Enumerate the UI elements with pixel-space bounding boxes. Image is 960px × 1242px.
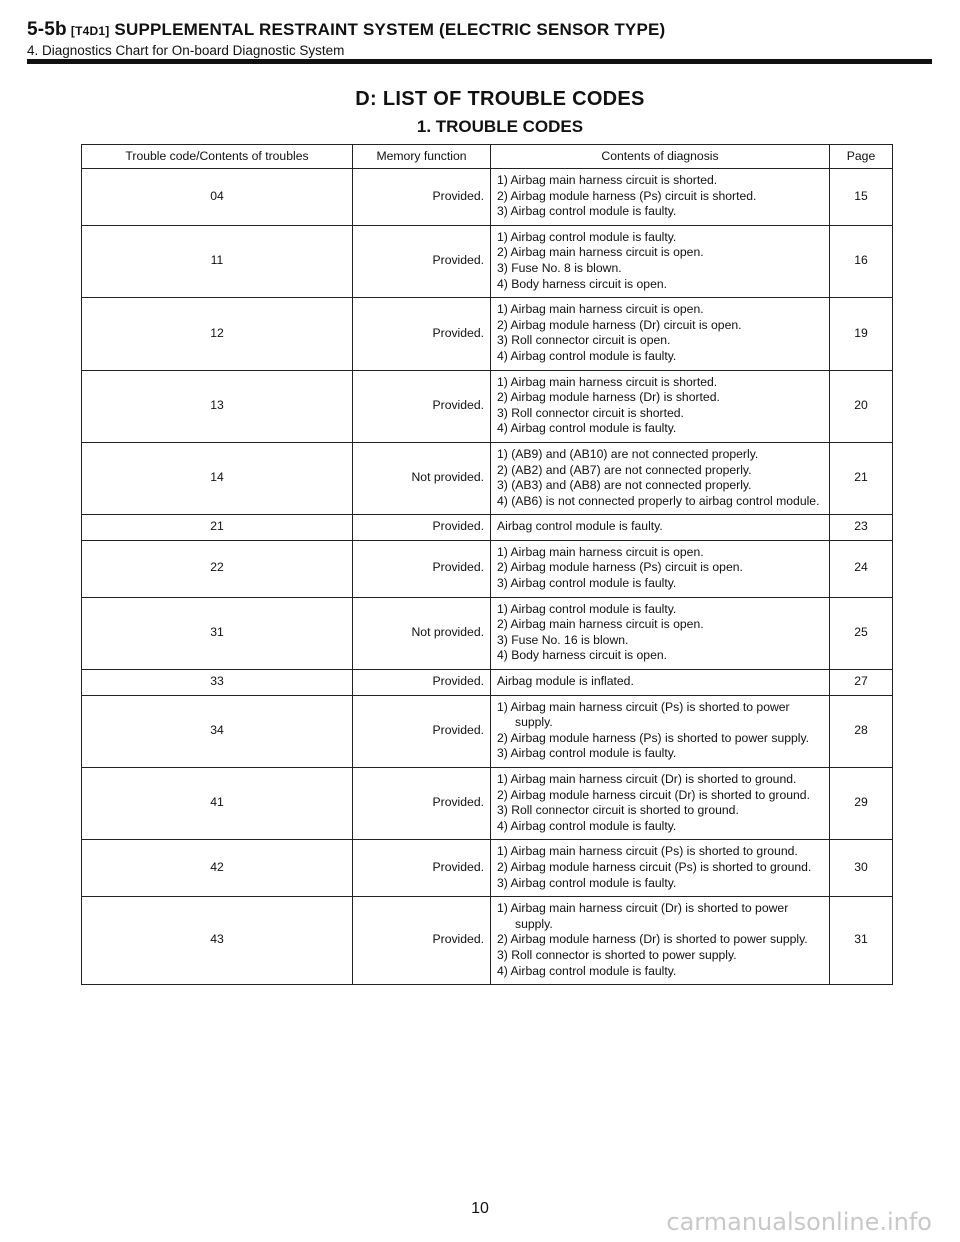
memory-function-cell: Provided.	[353, 768, 491, 840]
diagnosis-line: 1) (AB9) and (AB10) are not connected properly.	[497, 446, 759, 461]
table-row	[82, 540, 893, 597]
trouble-code-cell: 42	[82, 840, 353, 897]
diagnosis-line: 1) Airbag main harness circuit is open.	[497, 544, 704, 559]
section-title: SUPPLEMENTAL RESTRAINT SYSTEM (ELECTRIC SENSOR TYPE)	[114, 20, 666, 39]
trouble-code-cell: 12	[82, 298, 353, 370]
section-subtitle: 4. Diagnostics Chart for On-board Diagnostic System	[27, 43, 345, 58]
diagnosis-line: 4) Body harness circuit is open.	[497, 276, 668, 291]
page-reference-cell: 25	[830, 597, 893, 669]
diagnosis-line: 3) Fuse No. 8 is blown.	[497, 260, 622, 275]
trouble-code-cell: 33	[82, 670, 353, 696]
trouble-codes-table	[81, 144, 893, 985]
table-row	[82, 670, 893, 696]
trouble-code-cell: 13	[82, 370, 353, 442]
table-row	[82, 442, 893, 514]
diagnosis-cell	[491, 670, 830, 696]
diagnosis-line: 3) Roll connector circuit is open.	[497, 333, 671, 348]
diagnosis-line: 3) (AB3) and (AB8) are not connected properly.	[497, 478, 752, 493]
diagnosis-cell	[491, 515, 830, 541]
page-title: D: LIST OF TROUBLE CODES	[355, 88, 645, 110]
table-row	[82, 515, 893, 541]
diagnosis-cell	[491, 298, 830, 370]
diagnosis-line: 2) Airbag module harness circuit (Ps) is shorted to ground.	[497, 859, 812, 874]
diagnosis-line: 2) Airbag module harness (Dr) is shorted.	[497, 390, 720, 405]
diagnosis-cell	[491, 370, 830, 442]
diagnosis-line: 1) Airbag main harness circuit (Ps) is shorted to ground.	[497, 844, 798, 859]
trouble-code-cell: 34	[82, 695, 353, 767]
diagnosis-cell	[491, 897, 830, 985]
diagnosis-cell	[491, 840, 830, 897]
trouble-code-cell: 31	[82, 597, 353, 669]
memory-function-cell: Provided.	[353, 695, 491, 767]
diagnosis-line: Airbag module is inflated.	[497, 674, 634, 689]
memory-function-cell: Provided.	[353, 840, 491, 897]
memory-function-cell: Provided.	[353, 169, 491, 226]
diagnosis-line: 3) Airbag control module is faulty.	[497, 576, 677, 591]
table-row	[82, 370, 893, 442]
section-heading	[27, 20, 932, 41]
page-reference-cell: 20	[830, 370, 893, 442]
section-number: 5-5b	[27, 19, 67, 40]
diagnosis-line: 2) Airbag module harness (Ps) circuit is open.	[497, 560, 743, 575]
trouble-code-cell: 04	[82, 169, 353, 226]
diagnosis-line: 3) Fuse No. 16 is blown.	[497, 632, 629, 647]
diagnosis-line: 1) Airbag main harness circuit is shorted.	[497, 374, 718, 389]
memory-function-cell: Not provided.	[353, 597, 491, 669]
page-reference-cell: 23	[830, 515, 893, 541]
page-reference-cell: 30	[830, 840, 893, 897]
memory-function-cell: Provided.	[353, 670, 491, 696]
table-row	[82, 897, 893, 985]
diagnosis-line: 3) Airbag control module is faulty.	[497, 746, 677, 761]
diagnosis-line: 3) Airbag control module is faulty.	[497, 204, 677, 219]
diagnosis-line: 2) Airbag main harness circuit is open.	[497, 245, 704, 260]
diagnosis-cell	[491, 695, 830, 767]
table-header-row	[82, 145, 893, 169]
diagnosis-line: 2) Airbag module harness (Ps) circuit is shorted.	[497, 188, 757, 203]
diagnosis-line: 2) (AB2) and (AB7) are not connected properly.	[497, 462, 752, 477]
diagnosis-line: 1) Airbag main harness circuit (Dr) is shorted to power supply.	[497, 901, 789, 931]
diagnosis-line: 2) Airbag main harness circuit is open.	[497, 617, 704, 632]
memory-function-cell: Provided.	[353, 370, 491, 442]
page-number: 10	[471, 1200, 489, 1217]
diagnosis-line: 2) Airbag module harness (Ps) is shorted to power supply.	[497, 730, 810, 745]
diagnosis-line: 3) Roll connector circuit is shorted to ground.	[497, 803, 739, 818]
table-row	[82, 840, 893, 897]
page-reference-cell: 29	[830, 768, 893, 840]
memory-function-cell: Provided.	[353, 298, 491, 370]
diagnosis-line: 2) Airbag module harness (Dr) circuit is open.	[497, 317, 742, 332]
diagnosis-line: Airbag control module is faulty.	[497, 519, 663, 534]
trouble-code-cell: 22	[82, 540, 353, 597]
diagnosis-cell	[491, 225, 830, 297]
memory-function-cell: Provided.	[353, 540, 491, 597]
table-row	[82, 695, 893, 767]
header-rule	[27, 59, 932, 64]
diagnosis-line: 2) Airbag module harness circuit (Dr) is shorted to ground.	[497, 787, 810, 802]
page-reference-cell: 31	[830, 897, 893, 985]
table-row	[82, 597, 893, 669]
page-reference-cell: 15	[830, 169, 893, 226]
diagnosis-line: 4) Body harness circuit is open.	[497, 648, 668, 663]
diagnosis-cell	[491, 540, 830, 597]
diagnosis-line: 3) Airbag control module is faulty.	[497, 875, 677, 890]
table-row	[82, 169, 893, 226]
trouble-code-cell: 14	[82, 442, 353, 514]
diagnosis-line: 4) Airbag control module is faulty.	[497, 348, 677, 363]
memory-function-cell: Provided.	[353, 225, 491, 297]
diagnosis-cell	[491, 442, 830, 514]
diagnosis-cell	[491, 169, 830, 226]
diagnosis-line: 1) Airbag main harness circuit (Dr) is shorted to ground.	[497, 772, 797, 786]
trouble-code-cell: 43	[82, 897, 353, 985]
table-row	[82, 298, 893, 370]
watermark-text: carmanualsonline.info	[666, 1208, 932, 1236]
page-reference-cell: 21	[830, 442, 893, 514]
column-header-contents-of-diagnosis: Contents of diagnosis	[491, 145, 830, 169]
page-header	[27, 20, 932, 59]
column-header-trouble-code: Trouble code/Contents of troubles	[82, 145, 353, 169]
page-reference-cell: 28	[830, 695, 893, 767]
table-body	[82, 169, 893, 985]
diagnosis-line: 4) Airbag control module is faulty.	[497, 963, 677, 978]
table-title: 1. TROUBLE CODES	[416, 117, 584, 136]
trouble-code-cell: 11	[82, 225, 353, 297]
diagnosis-line: 1) Airbag main harness circuit (Ps) is shorted to power supply.	[497, 699, 790, 730]
diagnosis-line: 3) Roll connector circuit is shorted.	[497, 405, 684, 420]
diagnosis-line: 2) Airbag module harness (Dr) is shorted to power supply.	[497, 932, 808, 947]
table-row	[82, 225, 893, 297]
diagnosis-line: 4) (AB6) is not connected properly to airbag control module.	[497, 493, 820, 508]
diagnosis-cell	[491, 768, 830, 840]
diagnosis-line: 4) Airbag control module is faulty.	[497, 818, 677, 833]
trouble-code-cell: 21	[82, 515, 353, 541]
diagnosis-line: 1) Airbag main harness circuit is shorted.	[497, 173, 718, 187]
page-reference-cell: 27	[830, 670, 893, 696]
column-header-page: Page	[830, 145, 893, 169]
trouble-code-cell: 41	[82, 768, 353, 840]
diagnosis-line: 3) Roll connector is shorted to power supply.	[497, 947, 737, 962]
table-row	[82, 768, 893, 840]
memory-function-cell: Not provided.	[353, 442, 491, 514]
diagnosis-line: 1) Airbag main harness circuit is open.	[497, 302, 704, 317]
memory-function-cell: Provided.	[353, 515, 491, 541]
page-reference-cell: 16	[830, 225, 893, 297]
column-header-memory-function: Memory function	[353, 145, 491, 169]
diagnosis-line: 1) Airbag control module is faulty.	[497, 229, 677, 244]
diagnosis-line: 1) Airbag control module is faulty.	[497, 601, 677, 616]
page-reference-cell: 24	[830, 540, 893, 597]
section-code: [T4D1]	[70, 24, 110, 38]
diagnosis-line: 4) Airbag control module is faulty.	[497, 421, 677, 436]
page-reference-cell: 19	[830, 298, 893, 370]
diagnosis-cell	[491, 597, 830, 669]
memory-function-cell: Provided.	[353, 897, 491, 985]
